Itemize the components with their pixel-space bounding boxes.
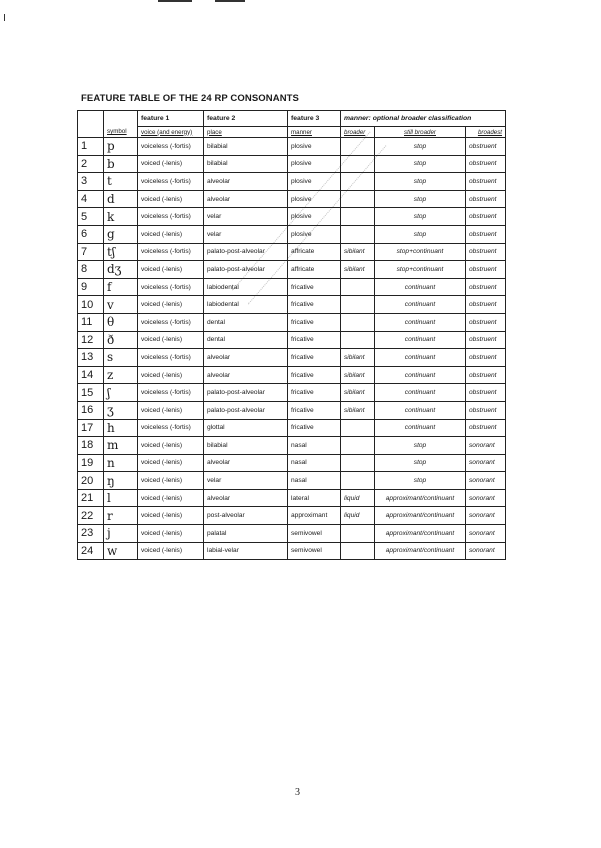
- broadest-cell: obstruent: [466, 296, 506, 314]
- table-title: FEATURE TABLE OF THE 24 RP CONSONANTS: [81, 93, 299, 104]
- row-number: 24: [78, 542, 104, 560]
- broader-cell: [341, 208, 375, 226]
- place-cell: bilabial: [204, 155, 288, 173]
- broadest-cell: obstruent: [466, 155, 506, 173]
- voice-cell: voiceless (-fortis): [138, 173, 204, 191]
- still-broader-cell: stop: [375, 208, 466, 226]
- header-sub-blank: [78, 127, 104, 138]
- table-row: [78, 225, 506, 243]
- table-row: [78, 489, 506, 507]
- manner-cell: plosive: [288, 173, 341, 191]
- row-number: 2: [78, 155, 104, 173]
- place-cell: alveolar: [204, 454, 288, 472]
- still-broader-cell: approximant/continuant: [375, 525, 466, 543]
- symbol-cell: r: [104, 507, 138, 525]
- broader-cell: [341, 138, 375, 156]
- symbol-cell: b: [104, 155, 138, 173]
- still-broader-cell: continuant: [375, 384, 466, 402]
- still-broader-cell: continuant: [375, 296, 466, 314]
- voice-cell: voiced (-lenis): [138, 366, 204, 384]
- table-row: [78, 190, 506, 208]
- table-row: [78, 542, 506, 560]
- table-row: [78, 155, 506, 173]
- place-cell: palato-post-alveolar: [204, 243, 288, 261]
- broadest-cell: obstruent: [466, 366, 506, 384]
- header-feature-3: feature 3: [288, 111, 341, 127]
- symbol-cell: v: [104, 296, 138, 314]
- broader-cell: [341, 472, 375, 490]
- manner-cell: semivowel: [288, 542, 341, 560]
- manner-cell: fricative: [288, 278, 341, 296]
- place-cell: alveolar: [204, 349, 288, 367]
- header-symbol: symbol: [104, 127, 138, 138]
- place-cell: labiodental: [204, 278, 288, 296]
- broader-cell: [341, 542, 375, 560]
- table-row: [78, 331, 506, 349]
- manner-cell: fricative: [288, 401, 341, 419]
- broader-cell: [341, 190, 375, 208]
- still-broader-cell: stop: [375, 225, 466, 243]
- broader-cell: [341, 225, 375, 243]
- scan-mark-top: [158, 0, 192, 2]
- row-number: 15: [78, 384, 104, 402]
- manner-cell: affricate: [288, 243, 341, 261]
- still-broader-cell: stop: [375, 173, 466, 191]
- row-number: 14: [78, 366, 104, 384]
- place-cell: labiodental: [204, 296, 288, 314]
- header-feature-2: feature 2: [204, 111, 288, 127]
- voice-cell: voiceless (-fortis): [138, 208, 204, 226]
- voice-cell: voiced (-lenis): [138, 155, 204, 173]
- broader-cell: [341, 173, 375, 191]
- broader-cell: sibilant: [341, 261, 375, 279]
- still-broader-cell: continuant: [375, 331, 466, 349]
- row-number: 22: [78, 507, 104, 525]
- place-cell: velar: [204, 208, 288, 226]
- voice-cell: voiceless (-fortis): [138, 278, 204, 296]
- broader-cell: sibilant: [341, 384, 375, 402]
- manner-cell: nasal: [288, 472, 341, 490]
- row-number: 13: [78, 349, 104, 367]
- symbol-cell: dʒ: [104, 261, 138, 279]
- still-broader-cell: approximant/continuant: [375, 489, 466, 507]
- symbol-cell: m: [104, 437, 138, 455]
- place-cell: post-alveolar: [204, 507, 288, 525]
- place-cell: bilabial: [204, 437, 288, 455]
- manner-cell: plosive: [288, 208, 341, 226]
- voice-cell: voiceless (-fortis): [138, 313, 204, 331]
- voice-cell: voiceless (-fortis): [138, 419, 204, 437]
- manner-cell: plosive: [288, 190, 341, 208]
- voice-cell: voiced (-lenis): [138, 489, 204, 507]
- still-broader-cell: stop: [375, 454, 466, 472]
- scan-mark-top-2: [215, 0, 245, 2]
- row-number: 4: [78, 190, 104, 208]
- broader-cell: [341, 155, 375, 173]
- header-voice: voice (and energy): [138, 127, 204, 138]
- symbol-cell: n: [104, 454, 138, 472]
- still-broader-cell: continuant: [375, 366, 466, 384]
- still-broader-cell: stop: [375, 190, 466, 208]
- still-broader-cell: approximant/continuant: [375, 507, 466, 525]
- voice-cell: voiced (-lenis): [138, 261, 204, 279]
- voice-cell: voiced (-lenis): [138, 542, 204, 560]
- voice-cell: voiced (-lenis): [138, 331, 204, 349]
- still-broader-cell: continuant: [375, 349, 466, 367]
- symbol-cell: θ: [104, 313, 138, 331]
- manner-cell: affricate: [288, 261, 341, 279]
- row-number: 3: [78, 173, 104, 191]
- table-row: [78, 507, 506, 525]
- row-number: 12: [78, 331, 104, 349]
- broadest-cell: sonorant: [466, 507, 506, 525]
- place-cell: dental: [204, 331, 288, 349]
- broadest-cell: sonorant: [466, 489, 506, 507]
- place-cell: bilabial: [204, 138, 288, 156]
- place-cell: labial-velar: [204, 542, 288, 560]
- symbol-cell: s: [104, 349, 138, 367]
- voice-cell: voiceless (-fortis): [138, 243, 204, 261]
- symbol-cell: d: [104, 190, 138, 208]
- manner-cell: fricative: [288, 331, 341, 349]
- manner-cell: semivowel: [288, 525, 341, 543]
- place-cell: velar: [204, 472, 288, 490]
- voice-cell: voiced (-lenis): [138, 525, 204, 543]
- broader-cell: [341, 419, 375, 437]
- table-row: [78, 313, 506, 331]
- broadest-cell: sonorant: [466, 472, 506, 490]
- broader-cell: liquid: [341, 489, 375, 507]
- voice-cell: voiced (-lenis): [138, 472, 204, 490]
- broader-cell: liquid: [341, 507, 375, 525]
- broadest-cell: obstruent: [466, 278, 506, 296]
- row-number: 16: [78, 401, 104, 419]
- header-manner: manner: [288, 127, 341, 138]
- broadest-cell: sonorant: [466, 454, 506, 472]
- manner-cell: lateral: [288, 489, 341, 507]
- place-cell: palatal: [204, 525, 288, 543]
- broader-cell: [341, 525, 375, 543]
- broadest-cell: obstruent: [466, 384, 506, 402]
- row-number: 21: [78, 489, 104, 507]
- broader-cell: [341, 454, 375, 472]
- table-row: [78, 437, 506, 455]
- manner-cell: fricative: [288, 313, 341, 331]
- table-row: [78, 472, 506, 490]
- broadest-cell: sonorant: [466, 542, 506, 560]
- broadest-cell: obstruent: [466, 419, 506, 437]
- voice-cell: voiced (-lenis): [138, 454, 204, 472]
- symbol-cell: l: [104, 489, 138, 507]
- voice-cell: voiced (-lenis): [138, 437, 204, 455]
- row-number: 11: [78, 313, 104, 331]
- manner-cell: fricative: [288, 366, 341, 384]
- header-still-broader: still broader: [375, 127, 466, 138]
- header-row-top: [78, 111, 506, 127]
- symbol-cell: tʃ: [104, 243, 138, 261]
- symbol-cell: ʒ: [104, 401, 138, 419]
- row-number: 19: [78, 454, 104, 472]
- symbol-cell: j: [104, 525, 138, 543]
- manner-cell: fricative: [288, 384, 341, 402]
- broader-cell: [341, 296, 375, 314]
- header-manner-classification: manner: optional broader classification: [341, 111, 506, 127]
- table-row: [78, 419, 506, 437]
- place-cell: alveolar: [204, 489, 288, 507]
- voice-cell: voiceless (-fortis): [138, 349, 204, 367]
- symbol-cell: ð: [104, 331, 138, 349]
- manner-cell: nasal: [288, 454, 341, 472]
- broader-cell: [341, 437, 375, 455]
- voice-cell: voiced (-lenis): [138, 507, 204, 525]
- header-place: place: [204, 127, 288, 138]
- table-row: [78, 243, 506, 261]
- place-cell: palato-post-alveolar: [204, 384, 288, 402]
- row-number: 7: [78, 243, 104, 261]
- table-row: [78, 384, 506, 402]
- place-cell: alveolar: [204, 190, 288, 208]
- scan-mark-left: [4, 14, 5, 21]
- place-cell: palato-post-alveolar: [204, 401, 288, 419]
- row-number: 8: [78, 261, 104, 279]
- broadest-cell: obstruent: [466, 261, 506, 279]
- place-cell: velar: [204, 225, 288, 243]
- row-number: 1: [78, 138, 104, 156]
- place-cell: palato-post-alveolar: [204, 261, 288, 279]
- row-number: 18: [78, 437, 104, 455]
- symbol-cell: h: [104, 419, 138, 437]
- voice-cell: voiced (-lenis): [138, 225, 204, 243]
- manner-cell: fricative: [288, 349, 341, 367]
- row-number: 6: [78, 225, 104, 243]
- broadest-cell: sonorant: [466, 525, 506, 543]
- header-row-sub: [78, 127, 506, 138]
- still-broader-cell: stop: [375, 472, 466, 490]
- symbol-cell: ŋ: [104, 472, 138, 490]
- broadest-cell: obstruent: [466, 313, 506, 331]
- row-number: 10: [78, 296, 104, 314]
- voice-cell: voiced (-lenis): [138, 296, 204, 314]
- broadest-cell: obstruent: [466, 243, 506, 261]
- broadest-cell: obstruent: [466, 208, 506, 226]
- broader-cell: sibilant: [341, 366, 375, 384]
- still-broader-cell: stop: [375, 155, 466, 173]
- broadest-cell: sonorant: [466, 437, 506, 455]
- table-row: [78, 173, 506, 191]
- manner-cell: plosive: [288, 138, 341, 156]
- table-row: [78, 296, 506, 314]
- table-row: [78, 208, 506, 226]
- broader-cell: sibilant: [341, 349, 375, 367]
- voice-cell: voiceless (-fortis): [138, 384, 204, 402]
- table-row: [78, 454, 506, 472]
- still-broader-cell: continuant: [375, 401, 466, 419]
- broadest-cell: obstruent: [466, 349, 506, 367]
- still-broader-cell: stop+continuant: [375, 243, 466, 261]
- still-broader-cell: continuant: [375, 278, 466, 296]
- table-row: [78, 525, 506, 543]
- manner-cell: approximant: [288, 507, 341, 525]
- row-number: 23: [78, 525, 104, 543]
- manner-cell: plosive: [288, 155, 341, 173]
- manner-cell: fricative: [288, 419, 341, 437]
- table-row: [78, 261, 506, 279]
- broadest-cell: obstruent: [466, 331, 506, 349]
- table-row: [78, 366, 506, 384]
- still-broader-cell: continuant: [375, 313, 466, 331]
- broader-cell: [341, 331, 375, 349]
- page-number: 3: [295, 787, 300, 798]
- place-cell: alveolar: [204, 366, 288, 384]
- symbol-cell: k: [104, 208, 138, 226]
- still-broader-cell: approximant/continuant: [375, 542, 466, 560]
- header-blank-2: [104, 111, 138, 127]
- manner-cell: fricative: [288, 296, 341, 314]
- voice-cell: voiceless (-fortis): [138, 138, 204, 156]
- symbol-cell: f: [104, 278, 138, 296]
- manner-cell: nasal: [288, 437, 341, 455]
- broadest-cell: obstruent: [466, 173, 506, 191]
- symbol-cell: z: [104, 366, 138, 384]
- symbol-cell: t: [104, 173, 138, 191]
- header-blank-1: [78, 111, 104, 127]
- row-number: 5: [78, 208, 104, 226]
- broadest-cell: obstruent: [466, 190, 506, 208]
- broader-cell: sibilant: [341, 243, 375, 261]
- symbol-cell: ʃ: [104, 384, 138, 402]
- broader-cell: [341, 278, 375, 296]
- symbol-cell: p: [104, 138, 138, 156]
- table-row: [78, 138, 506, 156]
- broadest-cell: obstruent: [466, 138, 506, 156]
- still-broader-cell: continuant: [375, 419, 466, 437]
- row-number: 20: [78, 472, 104, 490]
- broader-cell: sibilant: [341, 401, 375, 419]
- still-broader-cell: stop: [375, 437, 466, 455]
- voice-cell: voiced (-lenis): [138, 401, 204, 419]
- place-cell: dental: [204, 313, 288, 331]
- broader-cell: [341, 313, 375, 331]
- broadest-cell: obstruent: [466, 225, 506, 243]
- feature-table: [77, 110, 506, 560]
- voice-cell: voiced (-lenis): [138, 190, 204, 208]
- still-broader-cell: stop: [375, 138, 466, 156]
- row-number: 17: [78, 419, 104, 437]
- header-feature-1: feature 1: [138, 111, 204, 127]
- symbol-cell: w: [104, 542, 138, 560]
- header-broader: broader: [341, 127, 375, 138]
- place-cell: alveolar: [204, 173, 288, 191]
- broadest-cell: obstruent: [466, 401, 506, 419]
- manner-cell: plosive: [288, 225, 341, 243]
- table-row: [78, 278, 506, 296]
- table-row: [78, 349, 506, 367]
- place-cell: glottal: [204, 419, 288, 437]
- table-row: [78, 401, 506, 419]
- row-number: 9: [78, 278, 104, 296]
- symbol-cell: g: [104, 225, 138, 243]
- still-broader-cell: stop+continuant: [375, 261, 466, 279]
- header-broadest: broadest: [466, 127, 506, 138]
